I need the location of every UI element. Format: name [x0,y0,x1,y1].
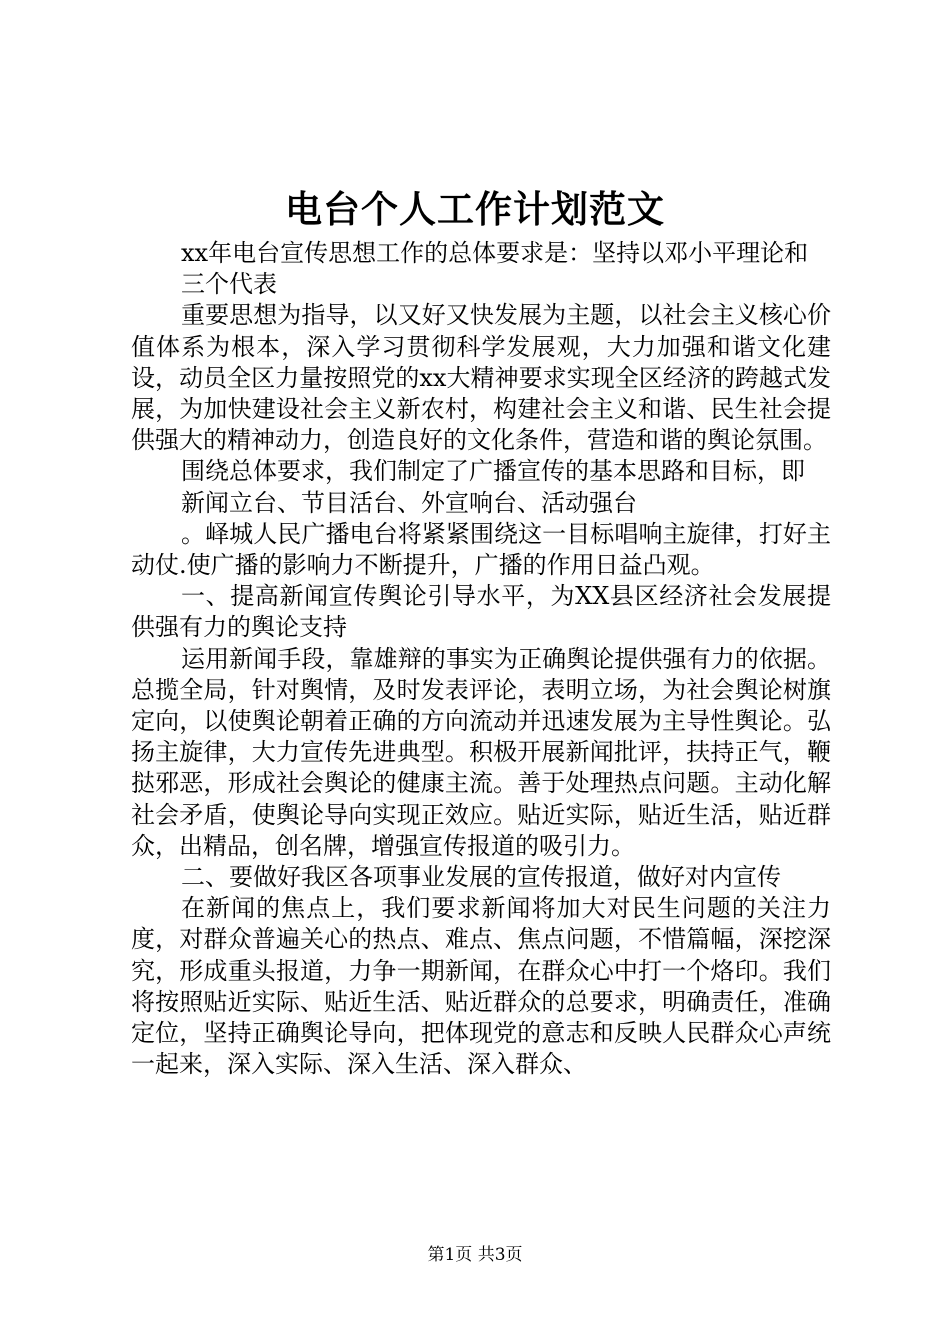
paragraph: 重要思想为指导，以又好又快发展为主题，以社会主义核心价值体系为根本，深入学习贯彻科学发展观，大力加强和谐文化建设，动员全区力量按照党的xx大精神要求实现全区经济的跨越式发展，为加快建设社会主义新农村，构建社会主义和谐、民生社会提供强大的精神动力，创造良好的文化条件，营造和谐的舆论氛围。 [131,301,831,455]
paragraph: 运用新闻手段，靠雄辩的事实为正确舆论提供强有力的依据。总揽全局，针对舆情，及时发表评论，表明立场，为社会舆论树旗定向，以使舆论朝着正确的方向流动并迅速发展为主导性舆论。弘扬主旋律，大力宣传先进典型。积极开展新闻批评，扶持正气，鞭挞邪恶，形成社会舆论的健康主流。善于处理热点问题。主动化解社会矛盾，使舆论导向实现正效应。贴近实际，贴近生活，贴近群众，出精品，创名牌，增强宣传报道的吸引力。 [131,644,831,860]
paragraph: 。峄城人民广播电台将紧紧围绕这一目标唱响主旋律，打好主动仗.使广播的影响力不断提升，广播的作用日益凸观。 [131,519,831,580]
page-number-footer: 第1页 共3页 [427,1245,523,1265]
paragraph: 新闻立台、节目活台、外宣响台、活动强台 [181,488,637,517]
document-body [131,238,831,1080]
document-title: 电台个人工作计划范文 [285,187,665,231]
section-heading: 二、要做好我区各项事业发展的宣传报道，做好对内宣传 [181,863,781,892]
paragraph: xx年电台宣传思想工作的总体要求是：坚持以邓小平理论和 [181,239,809,267]
section-heading: 一、提高新闻宣传舆论引导水平，为XX县区经济社会发展提供强有力的舆论支持 [131,582,831,642]
paragraph: 围绕总体要求，我们制定了广播宣传的基本思路和目标，即 [181,457,805,486]
paragraph: 在新闻的焦点上，我们要求新闻将加大对民生问题的关注力度，对群众普遍关心的热点、难点、焦点问题，不惜篇幅，深挖深究，形成重头报道，力争一期新闻，在群众心中打一个烙印。我们将按照贴近实际、贴近生活、贴近群众的总要求，明确责任，准确定位，坚持正确舆论导向，把体现党的意志和反映人民群众心声统一起来，深入实际、深入生活、深入群众、 [131,894,831,1079]
paragraph: 三个代表 [181,270,277,299]
